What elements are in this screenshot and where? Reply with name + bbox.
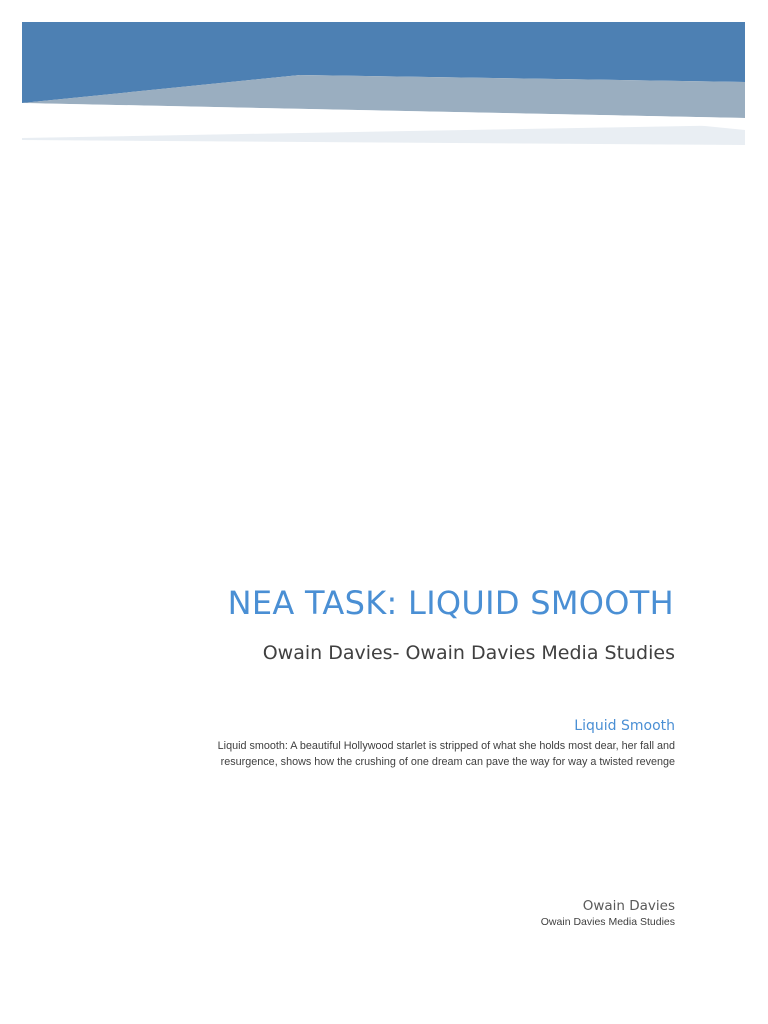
- abstract-heading: Liquid Smooth: [574, 718, 675, 734]
- abstract-body: Liquid smooth: A beautiful Hollywood starlet is stripped of what she holds most dear, her fall and resurgence, shows how the crushing of one dream can pave the way for way a twisted revenge: [217, 740, 675, 768]
- document-title: NEA TASK: LIQUID SMOOTH: [227, 584, 674, 622]
- header-banner: [0, 0, 768, 150]
- author-company: Owain Davies Media Studies: [540, 916, 675, 928]
- document-subtitle: Owain Davies- Owain Davies Media Studies: [262, 642, 675, 664]
- author-name: Owain Davies: [582, 898, 675, 914]
